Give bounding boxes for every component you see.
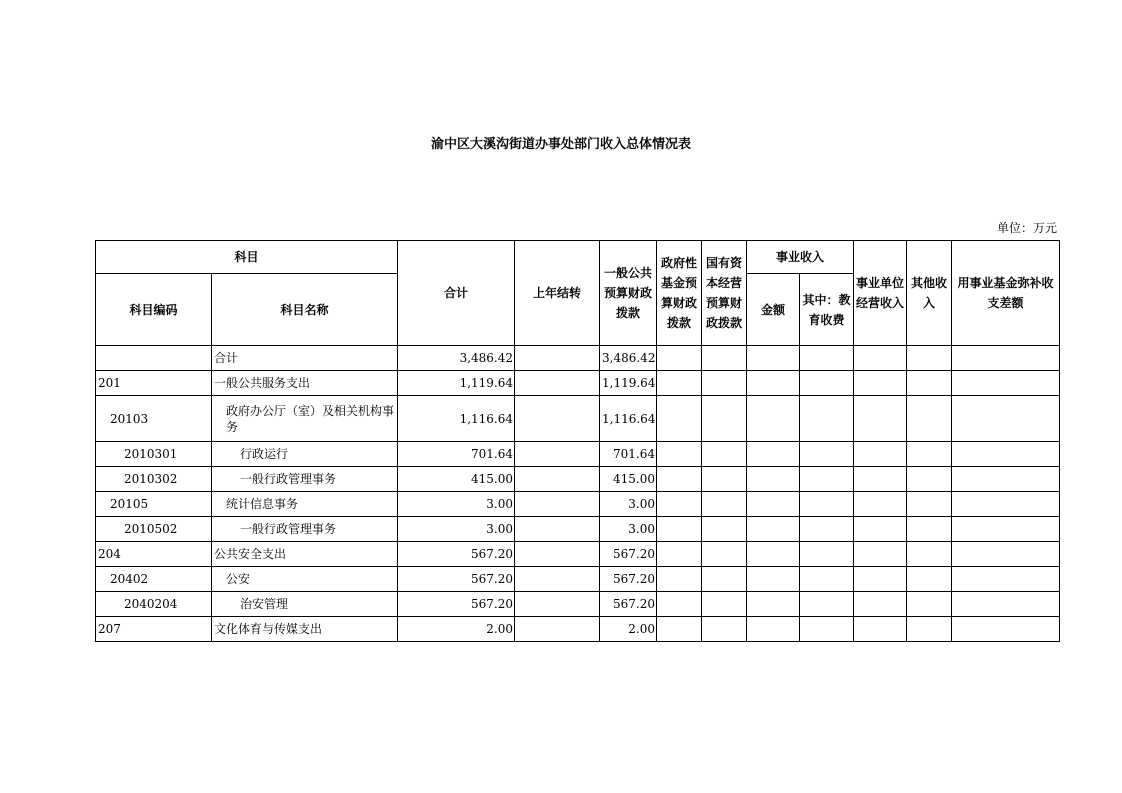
header-general-budget: 一般公共预算财政拨款 (600, 241, 657, 346)
cell-empty (800, 346, 854, 371)
cell-empty (854, 567, 907, 592)
cell-total: 567.20 (398, 592, 515, 617)
cell-empty (747, 567, 800, 592)
cell-total: 1,119.64 (398, 371, 515, 396)
cell-empty (657, 592, 702, 617)
cell-empty (747, 442, 800, 467)
cell-empty (702, 617, 747, 642)
cell-empty (657, 442, 702, 467)
cell-empty (702, 442, 747, 467)
table-body (96, 346, 1060, 642)
table-row (96, 567, 1060, 592)
cell-empty (907, 396, 952, 442)
header-edu-fee: 其中：教育收费 (800, 274, 854, 346)
cell-total: 3,486.42 (398, 346, 515, 371)
cell-total: 415.00 (398, 467, 515, 492)
cell-empty (854, 617, 907, 642)
cell-empty (657, 492, 702, 517)
cell-empty (702, 517, 747, 542)
cell-empty (657, 517, 702, 542)
cell-general-budget: 3,486.42 (600, 346, 657, 371)
cell-carryover (515, 371, 600, 396)
header-amount: 金额 (747, 274, 800, 346)
header-business-income: 事业收入 (747, 241, 854, 274)
cell-total: 2.00 (398, 617, 515, 642)
cell-empty (657, 467, 702, 492)
header-other: 其他收入 (907, 241, 952, 346)
page-title: 渝中区大溪沟街道办事处部门收入总体情况表 (430, 137, 691, 152)
cell-general-budget: 3.00 (600, 492, 657, 517)
cell-empty (854, 592, 907, 617)
cell-empty (800, 492, 854, 517)
cell-total: 3.00 (398, 492, 515, 517)
cell-code: 20103 (96, 396, 212, 442)
cell-empty (657, 617, 702, 642)
cell-carryover (515, 396, 600, 442)
cell-carryover (515, 517, 600, 542)
cell-name: 行政运行 (212, 442, 398, 467)
cell-code: 2040204 (96, 592, 212, 617)
cell-empty (907, 492, 952, 517)
cell-carryover (515, 592, 600, 617)
cell-empty (854, 346, 907, 371)
cell-empty (952, 617, 1060, 642)
cell-empty (952, 517, 1060, 542)
cell-empty (747, 492, 800, 517)
cell-empty (747, 467, 800, 492)
table-row (96, 617, 1060, 642)
header-carryover: 上年结转 (515, 241, 600, 346)
cell-carryover (515, 567, 600, 592)
cell-name: 合计 (212, 346, 398, 371)
header-name: 科目名称 (212, 274, 398, 346)
cell-empty (952, 467, 1060, 492)
cell-code: 201 (96, 371, 212, 396)
cell-code: 2010502 (96, 517, 212, 542)
table-row (96, 492, 1060, 517)
cell-empty (657, 396, 702, 442)
cell-carryover (515, 346, 600, 371)
cell-total: 1,116.64 (398, 396, 515, 442)
cell-empty (702, 592, 747, 617)
cell-empty (854, 542, 907, 567)
cell-empty (854, 517, 907, 542)
cell-general-budget: 701.64 (600, 442, 657, 467)
cell-code: 20105 (96, 492, 212, 517)
cell-empty (907, 592, 952, 617)
cell-empty (657, 371, 702, 396)
cell-empty (907, 467, 952, 492)
cell-empty (800, 592, 854, 617)
header-unit-business: 事业单位经营收入 (854, 241, 907, 346)
cell-empty (800, 371, 854, 396)
cell-empty (952, 346, 1060, 371)
cell-name: 统计信息事务 (212, 492, 398, 517)
cell-general-budget: 415.00 (600, 467, 657, 492)
cell-empty (702, 467, 747, 492)
cell-code (96, 346, 212, 371)
cell-empty (800, 442, 854, 467)
header-gov-fund: 政府性基金预算财政拨款 (657, 241, 702, 346)
cell-general-budget: 1,116.64 (600, 396, 657, 442)
cell-general-budget: 2.00 (600, 617, 657, 642)
cell-empty (747, 617, 800, 642)
cell-name: 政府办公厅（室）及相关机构事务 (212, 396, 398, 442)
cell-empty (952, 442, 1060, 467)
cell-general-budget: 567.20 (600, 567, 657, 592)
cell-carryover (515, 492, 600, 517)
cell-empty (907, 517, 952, 542)
cell-name: 治安管理 (212, 592, 398, 617)
cell-empty (952, 567, 1060, 592)
cell-empty (702, 567, 747, 592)
cell-carryover (515, 467, 600, 492)
cell-carryover (515, 442, 600, 467)
cell-empty (952, 396, 1060, 442)
cell-empty (800, 467, 854, 492)
cell-empty (854, 492, 907, 517)
cell-general-budget: 1,119.64 (600, 371, 657, 396)
cell-empty (854, 396, 907, 442)
cell-name: 一般公共服务支出 (212, 371, 398, 396)
cell-carryover (515, 542, 600, 567)
cell-empty (907, 617, 952, 642)
cell-code: 204 (96, 542, 212, 567)
table-row (96, 592, 1060, 617)
table-row (96, 371, 1060, 396)
table-row (96, 467, 1060, 492)
cell-empty (800, 542, 854, 567)
cell-empty (702, 396, 747, 442)
cell-empty (800, 617, 854, 642)
cell-empty (907, 346, 952, 371)
cell-name: 文化体育与传媒支出 (212, 617, 398, 642)
header-subject: 科目 (96, 241, 398, 274)
cell-empty (907, 371, 952, 396)
table-row (96, 396, 1060, 442)
cell-empty (747, 517, 800, 542)
cell-empty (747, 371, 800, 396)
cell-code: 20402 (96, 567, 212, 592)
cell-empty (907, 567, 952, 592)
cell-empty (657, 542, 702, 567)
cell-name: 一般行政管理事务 (212, 467, 398, 492)
cell-empty (747, 542, 800, 567)
table-row (96, 517, 1060, 542)
cell-general-budget: 567.20 (600, 592, 657, 617)
cell-empty (854, 467, 907, 492)
cell-empty (907, 542, 952, 567)
cell-empty (657, 346, 702, 371)
cell-empty (800, 517, 854, 542)
unit-label: 单位：万元 (996, 221, 1057, 235)
cell-empty (702, 371, 747, 396)
cell-code: 2010301 (96, 442, 212, 467)
cell-empty (952, 371, 1060, 396)
cell-general-budget: 567.20 (600, 542, 657, 567)
table-row (96, 346, 1060, 371)
cell-empty (907, 442, 952, 467)
cell-total: 567.20 (398, 542, 515, 567)
cell-empty (702, 346, 747, 371)
cell-empty (800, 396, 854, 442)
cell-code: 207 (96, 617, 212, 642)
cell-empty (952, 592, 1060, 617)
income-table (95, 240, 1060, 642)
cell-carryover (515, 617, 600, 642)
cell-name: 公安 (212, 567, 398, 592)
cell-empty (702, 492, 747, 517)
cell-empty (854, 442, 907, 467)
cell-code: 2010302 (96, 467, 212, 492)
header-fund-offset: 用事业基金弥补收支差额 (952, 241, 1060, 346)
cell-total: 3.00 (398, 517, 515, 542)
cell-empty (657, 567, 702, 592)
header-code: 科目编码 (96, 274, 212, 346)
cell-empty (952, 492, 1060, 517)
cell-empty (747, 396, 800, 442)
cell-empty (702, 542, 747, 567)
table-row (96, 442, 1060, 467)
cell-total: 701.64 (398, 442, 515, 467)
header-total: 合计 (398, 241, 515, 346)
cell-empty (854, 371, 907, 396)
cell-general-budget: 3.00 (600, 517, 657, 542)
table-row (96, 542, 1060, 567)
cell-name: 一般行政管理事务 (212, 517, 398, 542)
cell-total: 567.20 (398, 567, 515, 592)
cell-name: 公共安全支出 (212, 542, 398, 567)
cell-empty (747, 346, 800, 371)
cell-empty (747, 592, 800, 617)
cell-empty (800, 567, 854, 592)
cell-empty (952, 542, 1060, 567)
header-state-capital: 国有资本经营预算财政拨款 (702, 241, 747, 346)
